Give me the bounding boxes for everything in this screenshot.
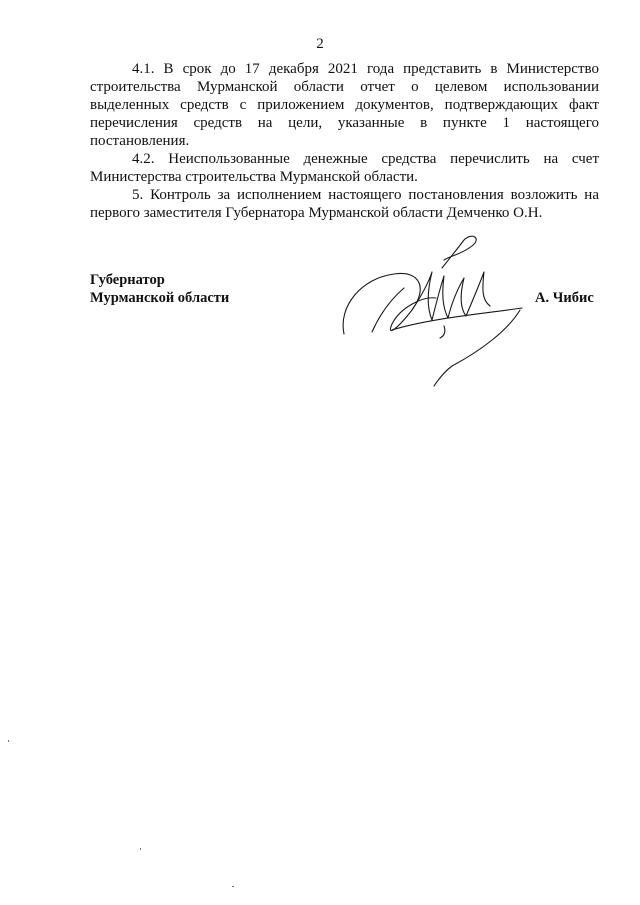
scan-speck [140,848,141,850]
scan-speck [232,886,234,887]
paragraph-4-1: 4.1. В срок до 17 декабря 2021 года представить в Министерство строительства Мурманской области отчет о целевом использовании выделенных средств с приложением документов, подтверждающих факт перечисления средств на цели, указанные в пункте 1 настоящего постановления. [90,61,599,149]
signatory-title-line1: Губернатор [90,272,165,288]
signatory-title-line2: Мурманской области [90,290,230,306]
paragraph-4-2: 4.2. Неиспользованные денежные средства перечислить на счет Министерства строительства Мурманской области. [90,151,599,185]
page-number: 2 [316,36,324,52]
handwritten-signature [332,226,532,398]
document-body [90,60,599,222]
scan-speck [8,740,9,742]
signatory-title [90,271,229,307]
signatory-name: А. Чибис [535,290,594,306]
paragraph-5: 5. Контроль за исполнением настоящего постановления возложить на первого заместителя Губернатора Мурманской области Демченко О.Н. [90,187,599,221]
